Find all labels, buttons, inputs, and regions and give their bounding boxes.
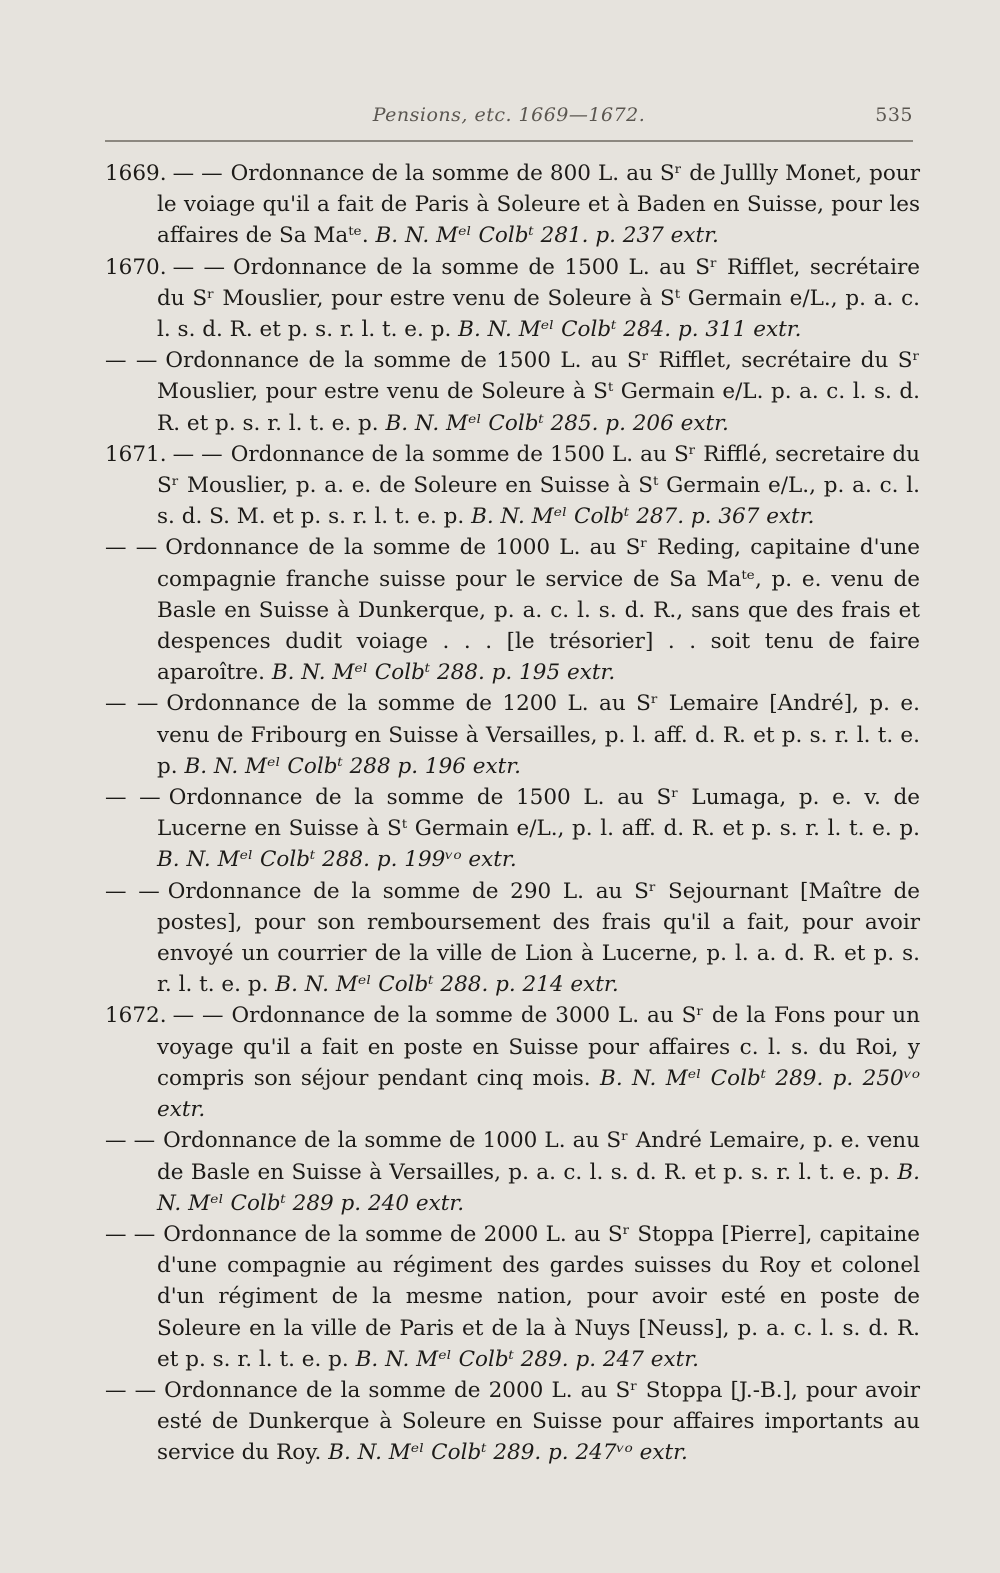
- entry-dash: — —: [105, 691, 159, 717]
- entry-text: Ordonnance de la somme de 1500 L. au Sʳ Lumaga, p. e. v. de Lucerne en Suisse à Sᵗ Germain e/L., p. l. aff. d. R. et p. s. r. l. t. e. p.: [157, 785, 920, 842]
- entry-text: Ordonnance de la somme de 1500 L. au Sʳ Rifflé, secretaire du Sʳ Mouslier, p. a. e. de Soleure en Suisse à Sᵗ Germain e/L., p. a. c. l. s. d. S. M. et p. s. r. l. t. e. p.: [157, 441, 920, 530]
- entry-dash: — —: [105, 348, 158, 374]
- entries-list: [105, 158, 920, 1469]
- entry-year: 1671.: [105, 441, 167, 467]
- pension-entry: [105, 1000, 920, 1125]
- entry-dash: — —: [105, 878, 160, 904]
- entry-year: 1670.: [105, 254, 167, 280]
- header-rule: [105, 140, 913, 142]
- running-header: [105, 100, 913, 134]
- page-number: 535: [875, 104, 913, 126]
- entry-dash: — —: [105, 535, 158, 561]
- entry-dash: — —: [172, 1003, 224, 1029]
- entry-reference: B. N. Mᵉˡ Colbᵗ 284. p. 311 extr.: [458, 317, 802, 343]
- entry-text: Ordonnance de la somme de 800 L. au Sʳ de Jullly Monet, pour le voiage qu'il a fait de Paris à Soleure et à Baden en Suisse, pour les affaires de Sa Maᵗᵉ.: [157, 161, 920, 249]
- entry-reference: B. N. Mᵉˡ Colbᵗ 281. p. 237 extr.: [375, 223, 719, 249]
- pension-entry: [105, 532, 920, 688]
- entry-text: Ordonnance de la somme de 1500 L. au Sʳ Rifflet, secrétaire du Sʳ Mouslier, pour estre venu de Soleure à Sᵗ Germain e/L., p. a. c. l. s. d. R. et p. s. r. l. t. e. p.: [157, 254, 920, 343]
- entry-reference: B. N. Mᵉˡ Colbᵗ 289. p. 247 extr.: [355, 1346, 699, 1372]
- entry-reference: B. N. Mᵉˡ Colbᵗ 288. p. 195 extr.: [271, 660, 616, 686]
- entry-text: Ordonnance de la somme de 1000 L. au Sʳ Reding, capitaine d'une compagnie franche suisse pour le service de Sa Maᵗᵉ, p. e. venu de Basle en Suisse à Dunkerque, p. a. c. l. s. d. R., sans que des frais et despences dudit voiage . . . [le trésorier] . . soit tenu de faire aparoître.: [157, 535, 920, 686]
- entry-reference: B. N. Mᵉˡ Colbᵗ 285. p. 206 extr.: [385, 410, 729, 436]
- pension-entry: [105, 1125, 920, 1219]
- pension-entry: [105, 1219, 920, 1375]
- pension-entry: [105, 439, 920, 533]
- pension-entry: [105, 345, 920, 439]
- entry-year: 1669.: [105, 161, 167, 186]
- entry-dash: — —: [172, 161, 223, 186]
- entry-dash: — —: [172, 441, 223, 467]
- entry-dash: — —: [105, 1128, 156, 1154]
- pension-entry: [105, 688, 920, 782]
- entry-reference: B. N. Mᵉˡ Colbᵗ 287. p. 367 extr.: [471, 504, 815, 530]
- entry-reference: B. N. Mᵉˡ Colbᵗ 289. p. 250ᵛᵒ extr.: [157, 1065, 920, 1123]
- entry-reference: B. N. Mᵉˡ Colbᵗ 288. p. 199ᵛᵒ extr.: [157, 847, 517, 873]
- entry-text: Ordonnance de la somme de 290 L. au Sʳ Sejournant [Maître de postes], pour son remboursement des frais qu'il a fait, pour avoir envoyé un courrier de la ville de Lion à Lucerne, p. l. a. d. R. et p. s. r. l. t. e. p.: [157, 878, 920, 998]
- entry-dash: — —: [172, 254, 226, 280]
- header-title: Pensions, etc. 1669—1672.: [372, 104, 646, 126]
- pension-entry: [105, 1375, 920, 1469]
- entry-reference: B. N. Mᵉˡ Colbᵗ 289 p. 240 extr.: [157, 1159, 920, 1216]
- entry-text: Ordonnance de la somme de 2000 L. au Sʳ Stoppa [J.-B.], pour avoir esté de Dunkerque à Soleure en Suisse pour affaires importants au service du Roy.: [157, 1377, 920, 1466]
- entry-text: Ordonnance de la somme de 2000 L. au Sʳ Stoppa [Pierre], capitaine d'une compagnie au régiment des gardes suisses du Roy et colonel d'un régiment de la mesme nation, pour avoir esté en poste de Soleure en la ville de Paris et de la à Nuys [Neuss], p. a. c. l. s. d. R. et p. s. r. l. t. e. p.: [157, 1221, 920, 1372]
- entry-dash: — —: [105, 1221, 156, 1247]
- entry-reference: B. N. Mᵉˡ Colbᵗ 288 p. 196 extr.: [184, 753, 521, 779]
- pension-entry: [105, 158, 920, 252]
- entry-year: 1672.: [105, 1003, 167, 1029]
- entry-text: Ordonnance de la somme de 1200 L. au Sʳ Lemaire [André], p. e. venu de Fribourg en Suisse à Versailles, p. l. aff. d. R. et p. s. r. l. t. e. p.: [157, 691, 920, 779]
- entry-dash: — —: [105, 1377, 157, 1403]
- entry-reference: B. N. Mᵉˡ Colbᵗ 289. p. 247ᵛᵒ extr.: [328, 1440, 688, 1466]
- pension-entry: [105, 782, 920, 876]
- entry-text: Ordonnance de la somme de 1000 L. au Sʳ André Lemaire, p. e. venu de Basle en Suisse à Versailles, p. a. c. l. s. d. R. et p. s. r. l. t. e. p.: [157, 1128, 920, 1185]
- entry-reference: B. N. Mᵉˡ Colbᵗ 288. p. 214 extr.: [275, 972, 619, 998]
- entry-text: Ordonnance de la somme de 3000 L. au Sʳ de la Fons pour un voyage qu'il a fait en poste en Suisse pour affaires c. l. s. du Roi, y compris son séjour pendant cinq mois.: [157, 1003, 920, 1091]
- entry-dash: — —: [105, 785, 161, 811]
- pension-entry: [105, 876, 920, 1001]
- pension-entry: [105, 252, 920, 346]
- entry-text: Ordonnance de la somme de 1500 L. au Sʳ Rifflet, secrétaire du Sʳ Mouslier, pour estre venu de Soleure à Sᵗ Germain e/L. p. a. c. l. s. d. R. et p. s. r. l. t. e. p.: [157, 348, 920, 436]
